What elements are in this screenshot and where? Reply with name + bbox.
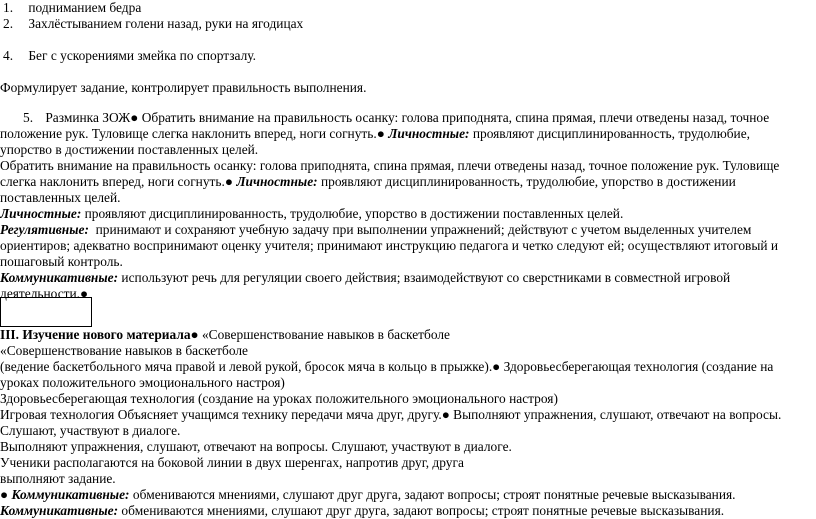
section-line: «Совершенствование навыков в баскетболе bbox=[0, 343, 248, 358]
personal-text: проявляют дисциплинированность, трудолюбие, упорство в достижении поставленных целей. bbox=[84, 206, 624, 221]
section-line: Слушают, участвуют в диалоге. bbox=[0, 423, 181, 438]
para2-line2-text: слегка наклонить вперед, ноги согнуть.● bbox=[0, 174, 233, 189]
section-line: Ученики располагаются на боковой линии в двух шеренгах, напротив друг, друга bbox=[0, 455, 464, 470]
communicative-text: используют речь для регуляции своего действия; взаимодействуют со сверстниками в совместной игровой bbox=[121, 270, 731, 285]
communicative-text: обмениваются мнениями, слушают друг друга, задают вопросы; строят понятные речевые высказывания. bbox=[121, 503, 725, 518]
list-item-5 bbox=[0, 110, 769, 126]
regulative-line3: пошаговый контроль. bbox=[0, 254, 123, 269]
item5-line2-text: положение рук. Туловище слегка наклонить вперед, ноги согнуть.● bbox=[0, 126, 385, 141]
section-line: Игровая технология Объясняет учащимся технику передачи мяча друг, другу.● Выполняют упражнения, слушают, отвечают на вопросы. bbox=[0, 407, 782, 422]
section-line: (ведение баскетбольного мяча правой и левой рукой, бросок мяча в кольцо в прыжке).● Здоровьесберегающая технология (создание на bbox=[0, 359, 774, 374]
communicative-line bbox=[0, 487, 736, 503]
item5-line2 bbox=[0, 126, 750, 142]
communicative-line2: деятельности.● bbox=[0, 286, 89, 301]
empty-text-box bbox=[0, 297, 92, 327]
list-number: 2. bbox=[3, 16, 14, 31]
communicative-label: Коммуникативные: bbox=[0, 270, 119, 285]
item5-line2-rest: проявляют дисциплинированность, трудолюбие, bbox=[472, 126, 751, 141]
list-text: подниманием бедра bbox=[28, 0, 142, 15]
list-text: Бег с ускорениями змейка по спортзалу. bbox=[28, 48, 256, 63]
personal-line bbox=[0, 206, 623, 222]
section-line: уроках положительного эмоционального настроя) bbox=[0, 375, 285, 390]
communicative-line bbox=[0, 503, 724, 519]
item5-line3: упорство в достижении поставленных целей. bbox=[0, 142, 259, 157]
personal-label: Личностные: bbox=[0, 206, 82, 221]
list-item bbox=[0, 16, 303, 32]
personal-label: Личностные: bbox=[388, 126, 470, 141]
communicative-text: обмениваются мнениями, слушают друг друга, задают вопросы; строят понятные речевые высказывания. bbox=[132, 487, 736, 502]
list-number: 1. bbox=[3, 0, 14, 15]
section-line: Здоровьесберегающая технология (создание на уроках положительного эмоционального настроя) bbox=[0, 391, 558, 406]
para2-line2-rest: проявляют дисциплинированность, трудолюбие, упорство в достижении bbox=[320, 174, 736, 189]
regulative-line1 bbox=[0, 222, 751, 238]
personal-label: Личностные: bbox=[236, 174, 318, 189]
regulative-label: Регулятивные: bbox=[0, 222, 89, 237]
list-number: 4. bbox=[3, 48, 14, 63]
section-title: III. Изучение нового материала● bbox=[0, 327, 199, 342]
section-line: выполняют задание. bbox=[0, 471, 116, 486]
regulative-text: принимают и сохраняют учебную задачу при выполнении упражнений; действуют с учетом выделенных учителем bbox=[88, 222, 752, 237]
communicative-line1 bbox=[0, 270, 730, 286]
formulates-text: Формулирует задание, контролирует правильность выполнения. bbox=[0, 80, 367, 95]
section-line: Выполняют упражнения, слушают, отвечают на вопросы. Слушают, участвуют в диалоге. bbox=[0, 439, 512, 454]
list-item bbox=[0, 48, 256, 64]
communicative-label: Коммуникативные: bbox=[11, 487, 130, 502]
bullet-icon: ● bbox=[0, 487, 9, 502]
regulative-line2: ориентиров; адекватно воспринимают оценку учителя; принимают инструкцию педагога и четко следуют ей; осуществляют итоговый и bbox=[0, 238, 779, 253]
communicative-label: Коммуникативные: bbox=[0, 503, 119, 518]
para2-line1: Обратить внимание на правильность осанку: голова приподнята, спина прямая, плечи отведены назад, точное положение рук. Туловище bbox=[0, 158, 780, 173]
para2-line2 bbox=[0, 174, 736, 190]
list-item bbox=[0, 0, 141, 16]
section-heading bbox=[0, 327, 450, 343]
para2-line3: поставленных целей. bbox=[0, 190, 121, 205]
list-number: 5. bbox=[23, 110, 34, 125]
section-title-rest: «Совершенствование навыков в баскетболе bbox=[198, 327, 450, 342]
list-text: Захлёстыванием голени назад, руки на ягодицах bbox=[28, 16, 304, 31]
item5-line1: Разминка ЗОЖ● Обратить внимание на правильность осанку: голова приподнята, спина прямая, плечи отведены назад, точное bbox=[45, 110, 770, 125]
